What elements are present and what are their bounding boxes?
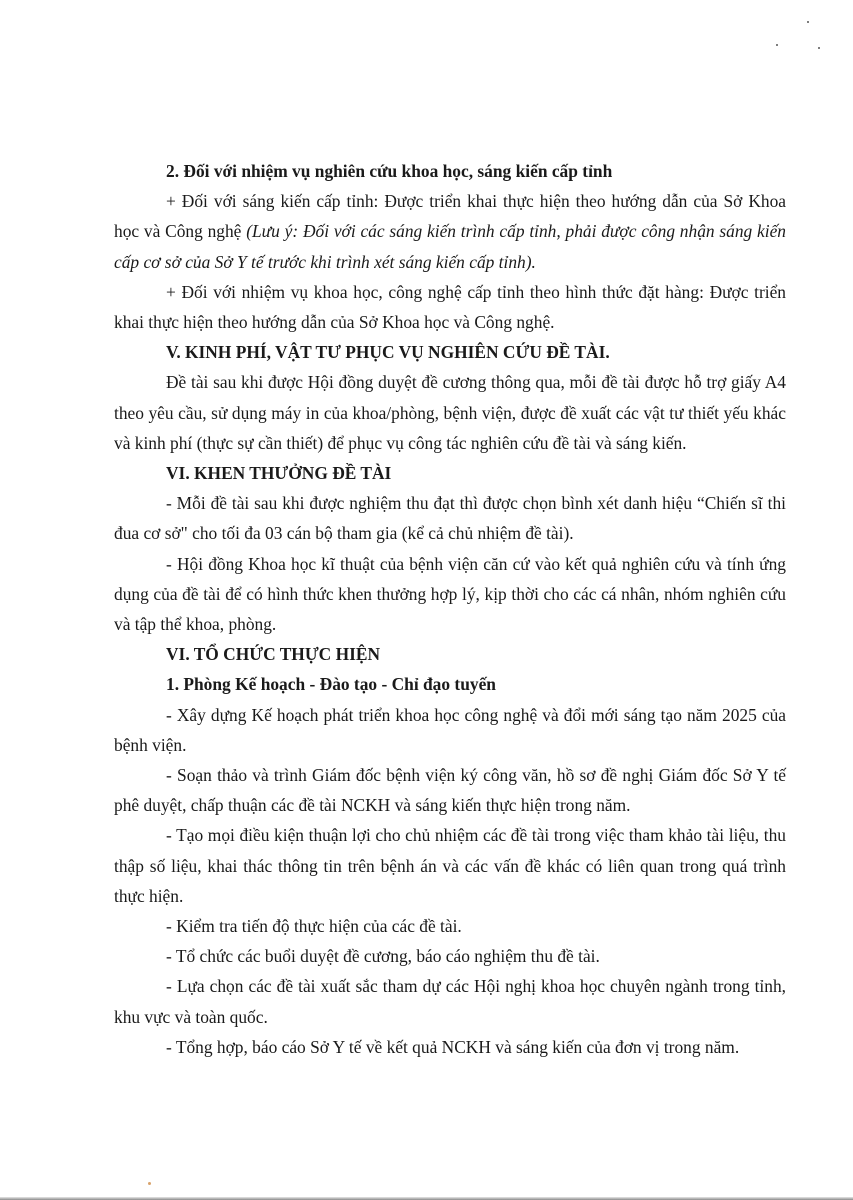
section-heading-implementation: VI. TỔ CHỨC THỰC HIỆN	[166, 644, 381, 665]
scan-speck	[818, 47, 820, 49]
section-heading-funding: V. KINH PHÍ, VẬT TƯ PHỤC VỤ NGHIÊN CỨU ĐỀ TÀI.	[166, 342, 610, 363]
list-item-organize-reviews: - Tổ chức các buổi duyệt đề cương, báo cáo nghiệm thu đề tài.	[166, 946, 600, 967]
paragraph-reward-council: - Hội đồng Khoa học kĩ thuật của bệnh viện căn cứ vào kết quả nghiên cứu và tính ứng dụng của đề tài để có hình thức khen thưởng hợp lý, kịp thời cho các cá nhân, nhóm nghiên cứu và tập thể khoa, phòng.	[114, 553, 786, 635]
subsection-heading-planning-dept: 1. Phòng Kế hoạch - Đào tạo - Chỉ đạo tuyến	[166, 674, 496, 695]
note-italic: (Lưu ý: Đối với các sáng kiến trình cấp tỉnh, phải được công nhận sáng kiến cấp cơ sở của Sở Y tế trước khi trình xét sáng kiến cấp tỉnh).	[114, 221, 786, 272]
scan-speck	[148, 1182, 151, 1185]
list-item-select-topics: - Lựa chọn các đề tài xuất sắc tham dự các Hội nghị khoa học chuyên ngành trong tỉnh, khu vực và toàn quốc.	[114, 976, 786, 1027]
section-heading-provincial-tasks: 2. Đối với nhiệm vụ nghiên cứu khoa học, sáng kiến cấp tỉnh	[166, 161, 613, 181]
section-heading-rewards: VI. KHEN THƯỞNG ĐỀ TÀI	[166, 463, 392, 484]
paragraph-provincial-ordered-tasks: + Đối với nhiệm vụ khoa học, công nghệ cấp tỉnh theo hình thức đặt hàng: Được triển khai thực hiện theo hướng dẫn của Sở Khoa học và Công nghệ.	[114, 281, 786, 333]
paragraph-funding: Đề tài sau khi được Hội đồng duyệt đề cương thông qua, mỗi đề tài được hỗ trợ giấy A4 theo yêu cầu, sử dụng máy in của khoa/phòng, bệnh viện, được đề xuất các vật tư thiết yếu khác và kinh phí (thực sự cần thiết) để phục vụ công tác nghiên cứu đề tài và sáng kiến.	[114, 372, 786, 453]
list-item-build-plan: - Xây dựng Kế hoạch phát triển khoa học công nghệ và đổi mới sáng tạo năm 2025 của bệnh viện.	[114, 704, 786, 755]
paragraph-reward-emulation: - Mỗi đề tài sau khi được nghiệm thu đạt thì được chọn bình xét danh hiệu “Chiến sĩ thi đua cơ sở" cho tối đa 03 cán bộ tham gia (kể cả chủ nhiệm đề tài).	[114, 493, 786, 544]
list-item-report-results: - Tổng hợp, báo cáo Sở Y tế về kết quả NCKH và sáng kiến của đơn vị trong năm.	[166, 1036, 740, 1057]
list-item-support-conditions: - Tạo mọi điều kiện thuận lợi cho chủ nhiệm các đề tài trong việc tham khảo tài liệu, thu thập số liệu, khai thác thông tin trên bệnh án và các vấn đề khác có liên quan trong quá trình thực hiện.	[114, 825, 786, 906]
scan-speck	[776, 44, 778, 46]
list-item-draft-documents: - Soạn thảo và trình Giám đốc bệnh viện ký công văn, hồ sơ đề nghị Giám đốc Sở Y tế phê duyệt, chấp thuận các đề tài NCKH và sáng kiến thực hiện trong năm.	[114, 765, 786, 816]
paragraph-provincial-initiative	[114, 186, 786, 277]
document-body	[114, 156, 786, 1062]
list-item-check-progress: - Kiểm tra tiến độ thực hiện của các đề tài.	[166, 916, 462, 937]
scan-speck	[807, 21, 809, 23]
paragraph-text: + Đối với sáng kiến cấp tỉnh: Được triển khai thực hiện theo hướng dẫn của Sở Khoa học và Công nghệ	[114, 191, 786, 242]
